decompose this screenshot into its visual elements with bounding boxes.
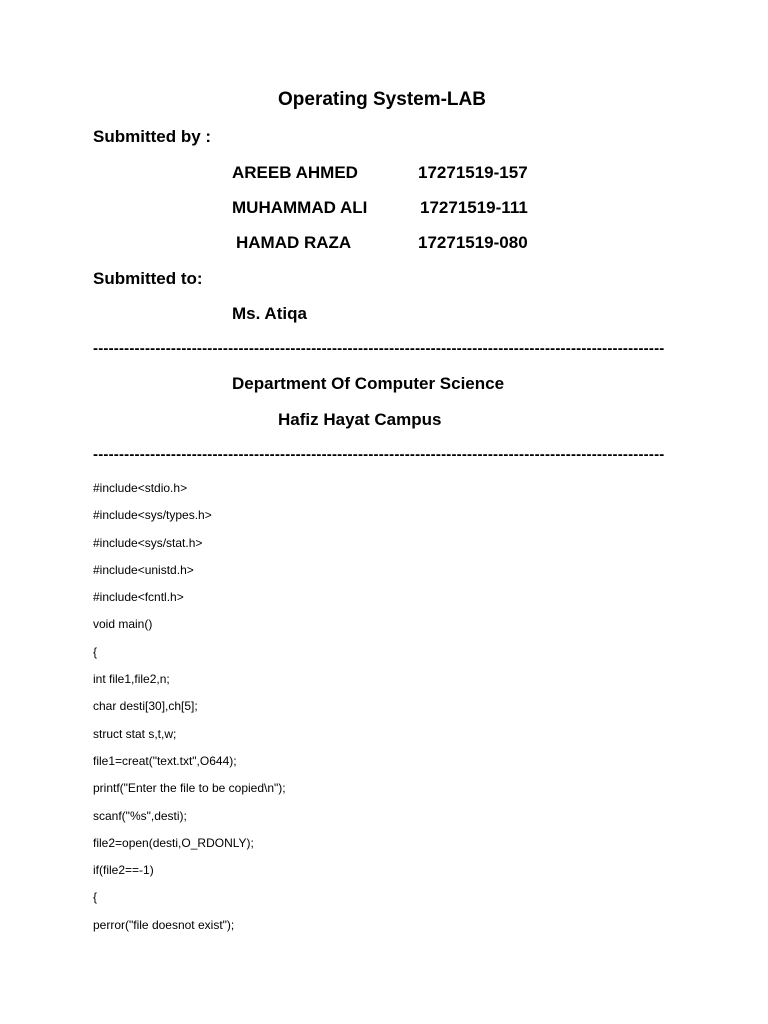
campus-name: Hafiz Hayat Campus <box>278 410 442 429</box>
code-line: { <box>93 890 98 905</box>
submitted-by-label: Submitted by : <box>93 127 212 146</box>
member-name: AREEB AHMED <box>232 163 358 182</box>
member-name: MUHAMMAD ALI <box>232 198 368 217</box>
member-id: 17271519-157 <box>418 163 528 182</box>
instructor-name: Ms. Atiqa <box>232 304 307 323</box>
code-line: { <box>93 644 98 659</box>
submitted-to-label: Submitted to: <box>93 269 203 288</box>
code-line: void main() <box>93 617 153 632</box>
code-line: scanf("%s",desti); <box>93 808 187 823</box>
code-line: char desti[30],ch[5]; <box>93 699 198 714</box>
code-line: perror("file doesnot exist"); <box>93 917 235 932</box>
member-id: 17271519-111 <box>420 198 528 217</box>
divider-line: -------------------------------------------------------------------------------------------------------------- <box>93 446 665 463</box>
code-line: #include<sys/types.h> <box>93 508 212 523</box>
code-line: if(file2==-1) <box>93 863 154 878</box>
code-listing <box>93 478 286 942</box>
code-line: #include<fcntl.h> <box>93 590 184 605</box>
code-line: int file1,file2,n; <box>93 672 170 687</box>
code-line: #include<unistd.h> <box>93 562 194 577</box>
code-line: file1=creat("text.txt",O644); <box>93 753 237 768</box>
code-line: #include<stdio.h> <box>93 481 188 495</box>
code-line: struct stat s,t,w; <box>93 726 177 741</box>
divider-line: -------------------------------------------------------------------------------------------------------------- <box>93 340 665 357</box>
department-name: Department Of Computer Science <box>232 374 505 393</box>
code-line: #include<sys/stat.h> <box>93 535 203 550</box>
member-id: 17271519-080 <box>418 233 528 252</box>
code-line: file2=open(desti,O_RDONLY); <box>93 835 254 850</box>
document-title: Operating System-LAB <box>278 89 486 110</box>
member-name: HAMAD RAZA <box>236 233 352 252</box>
code-line: printf("Enter the file to be copied\n"); <box>93 781 286 796</box>
